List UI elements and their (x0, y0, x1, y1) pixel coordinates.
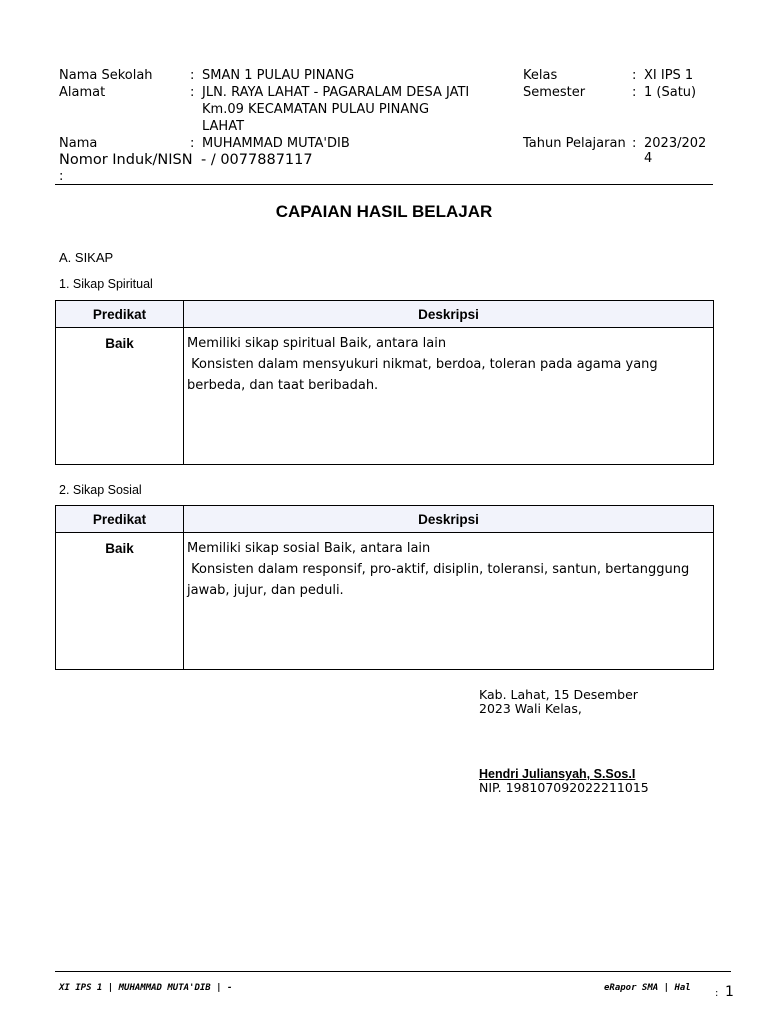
address-colon: : (190, 85, 195, 100)
class-value: XI IPS 1 (644, 68, 694, 83)
school-value: SMAN 1 PULAU PINANG (202, 68, 355, 83)
academic-year-value-line-2: 4 (644, 151, 653, 166)
column-header-predikat: Predikat (56, 506, 184, 533)
social-description-line-1: Memiliki sikap sosial Baik, antara lain (187, 541, 431, 556)
school-label: Nama Sekolah (59, 68, 153, 83)
table-header-row (56, 301, 714, 328)
table-row (56, 328, 714, 465)
class-label: Kelas (523, 68, 558, 83)
spiritual-heading: 1. Sikap Spiritual (59, 277, 153, 291)
table-header-row (56, 506, 714, 533)
academic-year-label: Tahun Pelajaran (523, 136, 626, 151)
student-name-value: MUHAMMAD MUTA'DIB (202, 136, 350, 151)
nisn-value: - / 0077887117 (201, 152, 313, 168)
place-date-line-1: Kab. Lahat, 15 Desember (479, 687, 638, 702)
social-table (55, 505, 714, 670)
nisn-colon: : (59, 169, 64, 184)
spiritual-table (55, 300, 714, 465)
table-row (56, 533, 714, 670)
column-header-predikat: Predikat (56, 301, 184, 328)
footer-page-colon: : (715, 988, 719, 999)
address-line-2: Km.09 KECAMATAN PULAU PINANG (202, 102, 430, 117)
student-name-label: Nama (59, 136, 98, 151)
footer-left-text: XI IPS 1 | MUHAMMAD MUTA'DIB | - (59, 983, 233, 993)
footer-right-text: eRapor SMA | Hal (604, 983, 691, 993)
spiritual-description-line-1: Memiliki sikap spiritual Baik, antara lain (187, 336, 447, 351)
column-header-deskripsi: Deskripsi (184, 506, 714, 533)
social-description-line-2: Konsisten dalam responsif, pro-aktif, disiplin, toleransi, santun, bertanggung jawab, jujur, dan peduli. (187, 562, 694, 598)
spiritual-description-line-2: Konsisten dalam mensyukuri nikmat, berdoa, toleran pada agama yang berbeda, dan taat beribadah. (187, 357, 662, 393)
column-header-deskripsi: Deskripsi (184, 301, 714, 328)
address-line-3: LAHAT (202, 119, 245, 134)
nisn-label: Nomor Induk/NISN (59, 152, 193, 168)
social-heading: 2. Sikap Sosial (59, 483, 142, 497)
section-a-heading: A. SIKAP (59, 250, 114, 265)
semester-value: 1 (Satu) (644, 85, 697, 100)
school-colon: : (190, 68, 195, 83)
teacher-name: Hendri Juliansyah, S.Sos.I (479, 767, 636, 781)
page-title: CAPAIAN HASIL BELAJAR (275, 202, 493, 221)
academic-year-value-line-1: 2023/202 (644, 136, 707, 151)
address-label: Alamat (59, 85, 106, 100)
header-divider (55, 184, 713, 185)
spiritual-description-cell (184, 328, 714, 465)
student-name-colon: : (190, 136, 195, 151)
semester-label: Semester (523, 85, 586, 100)
footer-page-number: 1 (725, 984, 734, 1000)
social-description-cell (184, 533, 714, 670)
social-predikat: Baik (56, 533, 184, 670)
academic-year-colon: : (632, 136, 637, 151)
address-line-1: JLN. RAYA LAHAT - PAGARALAM DESA JATI (202, 85, 470, 100)
footer-divider (55, 971, 731, 972)
teacher-nip: NIP. 198107092022211015 (479, 780, 649, 795)
place-date-line-2: 2023 Wali Kelas, (479, 701, 582, 716)
spiritual-predikat: Baik (56, 328, 184, 465)
semester-colon: : (632, 85, 637, 100)
class-colon: : (632, 68, 637, 83)
